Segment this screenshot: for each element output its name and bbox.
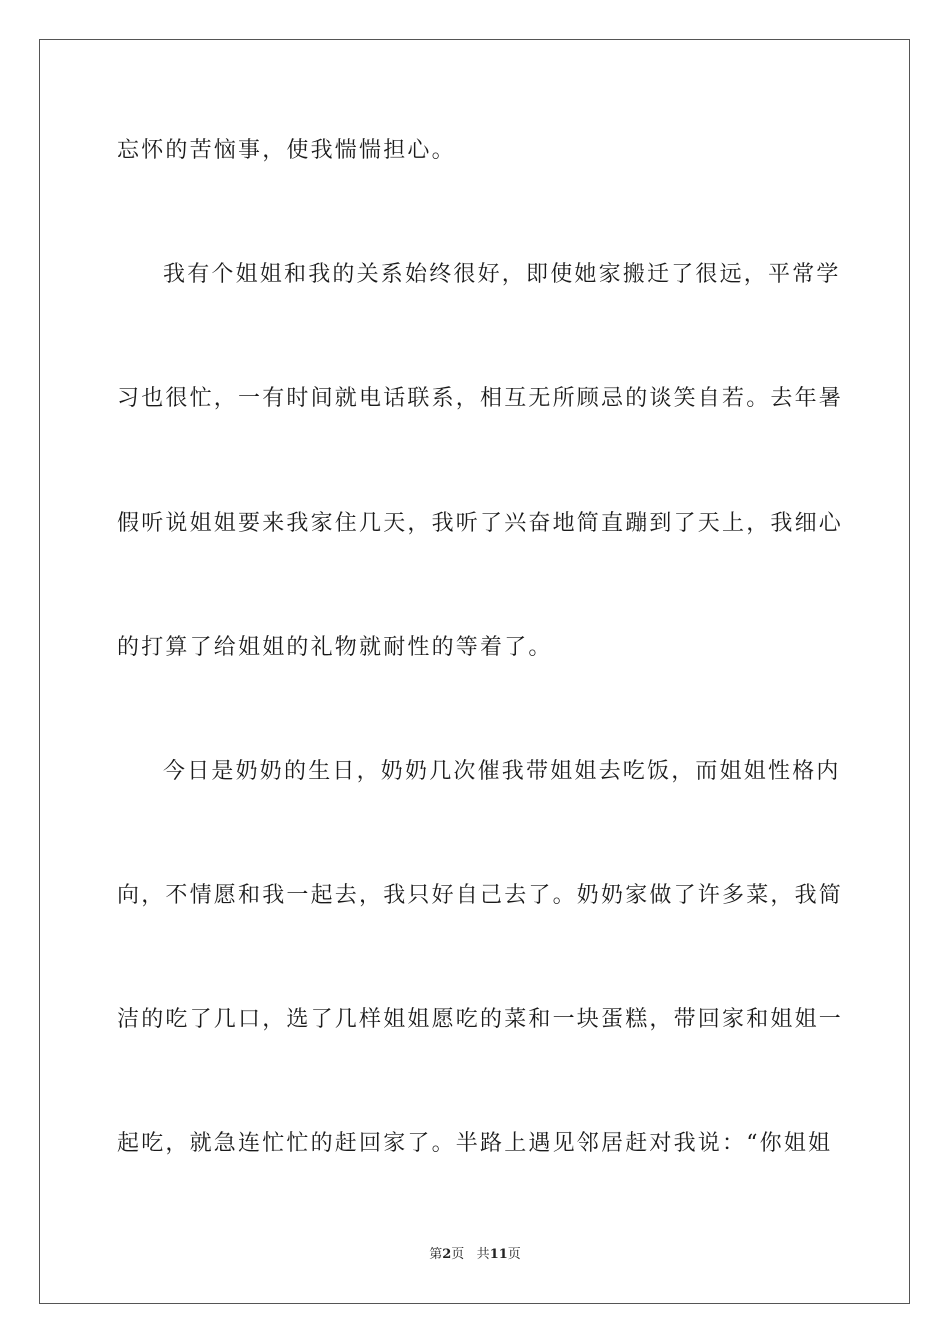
- total-pages: 11: [489, 1247, 508, 1262]
- paragraph-line-4: 假听说姐姐要来我家住几天，我听了兴奋地简直蹦到了天上，我细心: [117, 511, 844, 536]
- paragraph-line-3: 习也很忙，一有时间就电话联系，相互无所顾忌的谈笑自若。去年暑: [117, 386, 844, 411]
- paragraph-line-5: 的打算了给姐姐的礼物就耐性的等着了。: [117, 635, 553, 660]
- paragraph-line-7: 向，不情愿和我一起去，我只好自己去了。奶奶家做了许多菜，我简: [117, 883, 844, 908]
- page-prefix: 第: [429, 1247, 443, 1262]
- paragraph-line-2: 我有个姐姐和我的关系始终很好，即使她家搬迁了很远，平常学: [163, 262, 841, 287]
- page-border: [39, 39, 910, 1304]
- total-suffix: 页: [507, 1247, 521, 1262]
- paragraph-line-8: 洁的吃了几口，选了几样姐姐愿吃的菜和一块蛋糕，带回家和姐姐一: [117, 1007, 844, 1032]
- total-prefix: 共: [476, 1247, 490, 1262]
- page-suffix: 页: [451, 1247, 465, 1262]
- paragraph-line-1: 忘怀的苦恼事，使我惴惴担心。: [117, 138, 456, 163]
- page-footer: [0, 1246, 950, 1264]
- page-number: 2: [442, 1247, 452, 1262]
- paragraph-line-6: 今日是奶奶的生日，奶奶几次催我带姐姐去吃饭，而姐姐性格内: [163, 759, 841, 784]
- paragraph-line-9: 起吃，就急连忙忙的赶回家了。半路上遇见邻居赶对我说：“你姐姐: [117, 1131, 833, 1156]
